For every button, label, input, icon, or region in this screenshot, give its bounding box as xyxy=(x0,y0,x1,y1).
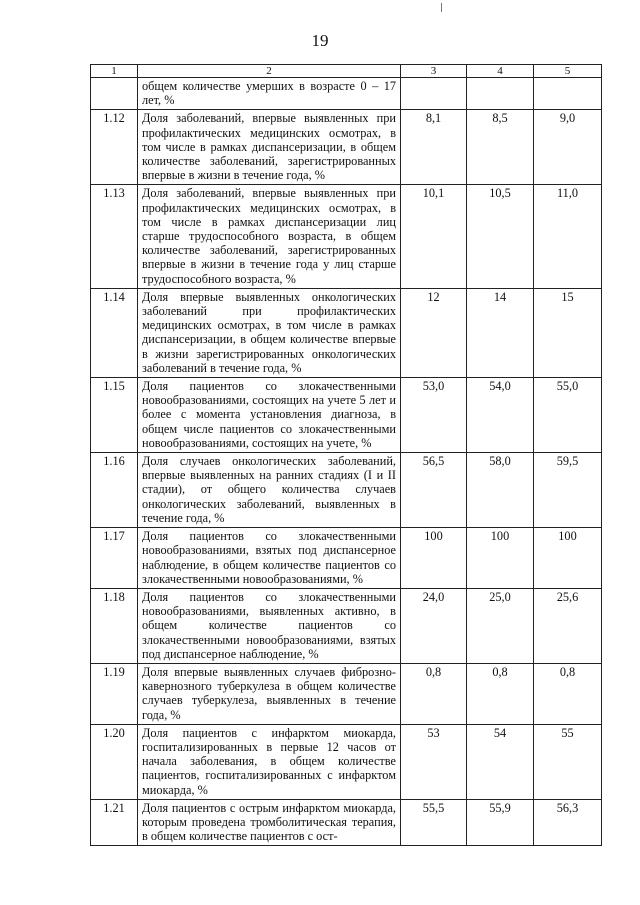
row-number-cell: 1.16 xyxy=(91,453,138,528)
value-col4-cell xyxy=(467,78,534,110)
table-row xyxy=(91,185,602,288)
value-col5-cell: 11,0 xyxy=(534,185,602,288)
row-number-cell: 1.21 xyxy=(91,799,138,846)
value-col3-cell: 53,0 xyxy=(401,378,467,453)
table-row xyxy=(91,453,602,528)
indicator-text-cell: Доля пациентов со злокачественными новообразованиями, взятых под диспансерное наблюдение, в общем количестве пациентов со злокачественными новообразованиями, % xyxy=(138,528,401,589)
column-header-4: 4 xyxy=(467,65,534,78)
indicator-text-cell: Доля пациентов со злокачественными новообразованиями, выявленных активно, в общем количестве пациентов со злокачественными новообразованиями, взятых под диспансерное наблюдение, % xyxy=(138,588,401,663)
column-header-3: 3 xyxy=(401,65,467,78)
page-number: 19 xyxy=(311,31,329,50)
table-row xyxy=(91,663,602,724)
value-col3-cell: 56,5 xyxy=(401,453,467,528)
row-number-cell: 1.17 xyxy=(91,528,138,589)
value-col3-cell: 12 xyxy=(401,288,467,377)
value-col4-cell: 25,0 xyxy=(467,588,534,663)
table-row xyxy=(91,378,602,453)
column-header-5: 5 xyxy=(534,65,602,78)
value-col4-cell: 14 xyxy=(467,288,534,377)
value-col3-cell: 53 xyxy=(401,724,467,799)
value-col4-cell: 0,8 xyxy=(467,663,534,724)
indicator-text-cell: Доля впервые выявленных онкологических заболеваний при профилактических медицинских осмотрах, в том числе в рамках диспансеризации, в общем количестве впервые в жизни зарегистрированных онкологических заболеваний в течение года, % xyxy=(138,288,401,377)
indicator-text-cell: Доля случаев онкологических заболеваний, впервые выявленных на ранних стадиях (I и II стадии), от общего количества случаев онкологических заболеваний, выявленных в течение года, % xyxy=(138,453,401,528)
value-col5-cell: 15 xyxy=(534,288,602,377)
column-header-2: 2 xyxy=(138,65,401,78)
value-col4-cell: 54 xyxy=(467,724,534,799)
row-number-cell: 1.14 xyxy=(91,288,138,377)
indicator-text-cell: Доля впервые выявленных случаев фиброзно-кавернозного туберкулеза в общем количестве случаев туберкулеза, выявленных в течение года, % xyxy=(138,663,401,724)
value-col4-cell: 55,9 xyxy=(467,799,534,846)
value-col4-cell: 54,0 xyxy=(467,378,534,453)
column-header-1: 1 xyxy=(91,65,138,78)
value-col4-cell: 8,5 xyxy=(467,110,534,185)
table-body xyxy=(91,78,602,846)
value-col5-cell: 0,8 xyxy=(534,663,602,724)
value-col5-cell: 100 xyxy=(534,528,602,589)
value-col5-cell xyxy=(534,78,602,110)
table-header-row xyxy=(91,65,602,78)
scan-mark xyxy=(441,3,442,12)
indicator-text-cell: Доля заболеваний, впервые выявленных при профилактических медицинских осмотрах, в том числе в рамках диспансеризации, в общем количестве заболеваний, зарегистрированных впервые в жизни в течение года, % xyxy=(138,110,401,185)
table-row xyxy=(91,78,602,110)
table-row xyxy=(91,288,602,377)
value-col5-cell: 9,0 xyxy=(534,110,602,185)
table-row xyxy=(91,588,602,663)
indicator-text-cell: Доля пациентов с инфарктом миокарда, госпитализированных в первые 12 часов от начала заболевания, в общем количестве пациентов, госпитализированных с инфарктом миокарда, % xyxy=(138,724,401,799)
value-col4-cell: 58,0 xyxy=(467,453,534,528)
value-col5-cell: 55 xyxy=(534,724,602,799)
table-row xyxy=(91,799,602,846)
value-col4-cell: 10,5 xyxy=(467,185,534,288)
value-col3-cell: 55,5 xyxy=(401,799,467,846)
value-col3-cell: 24,0 xyxy=(401,588,467,663)
indicator-table xyxy=(90,64,602,846)
indicator-text-cell: Доля пациентов с острым инфарктом миокарда, которым проведена тромболитическая терапия, в общем количестве пациентов с ост- xyxy=(138,799,401,846)
row-number-cell: 1.20 xyxy=(91,724,138,799)
value-col5-cell: 25,6 xyxy=(534,588,602,663)
row-number-cell: 1.12 xyxy=(91,110,138,185)
row-number-cell: 1.15 xyxy=(91,378,138,453)
table-row xyxy=(91,528,602,589)
value-col4-cell: 100 xyxy=(467,528,534,589)
value-col5-cell: 56,3 xyxy=(534,799,602,846)
value-col5-cell: 59,5 xyxy=(534,453,602,528)
value-col3-cell: 10,1 xyxy=(401,185,467,288)
value-col3-cell: 100 xyxy=(401,528,467,589)
table-row xyxy=(91,724,602,799)
table-row xyxy=(91,110,602,185)
row-number-cell: 1.18 xyxy=(91,588,138,663)
indicator-text-cell: Доля заболеваний, впервые выявленных при профилактических медицинских осмотрах, в том числе в рамках диспансеризации лиц старше трудоспособного возраста, в общем количестве заболеваний, зарегистрированных впервые в жизни в течение года у лиц старше трудоспособного возраста, % xyxy=(138,185,401,288)
value-col3-cell: 8,1 xyxy=(401,110,467,185)
row-number-cell xyxy=(91,78,138,110)
indicator-text-cell: общем количестве умерших в возрасте 0 – 17 лет, % xyxy=(138,78,401,110)
row-number-cell: 1.19 xyxy=(91,663,138,724)
value-col3-cell: 0,8 xyxy=(401,663,467,724)
indicator-text-cell: Доля пациентов со злокачественными новообразованиями, состоящих на учете 5 лет и более с момента установления диагноза, в общем числе пациентов со злокачественными новообразованиями, состоящих на учете, % xyxy=(138,378,401,453)
row-number-cell: 1.13 xyxy=(91,185,138,288)
value-col5-cell: 55,0 xyxy=(534,378,602,453)
value-col3-cell xyxy=(401,78,467,110)
